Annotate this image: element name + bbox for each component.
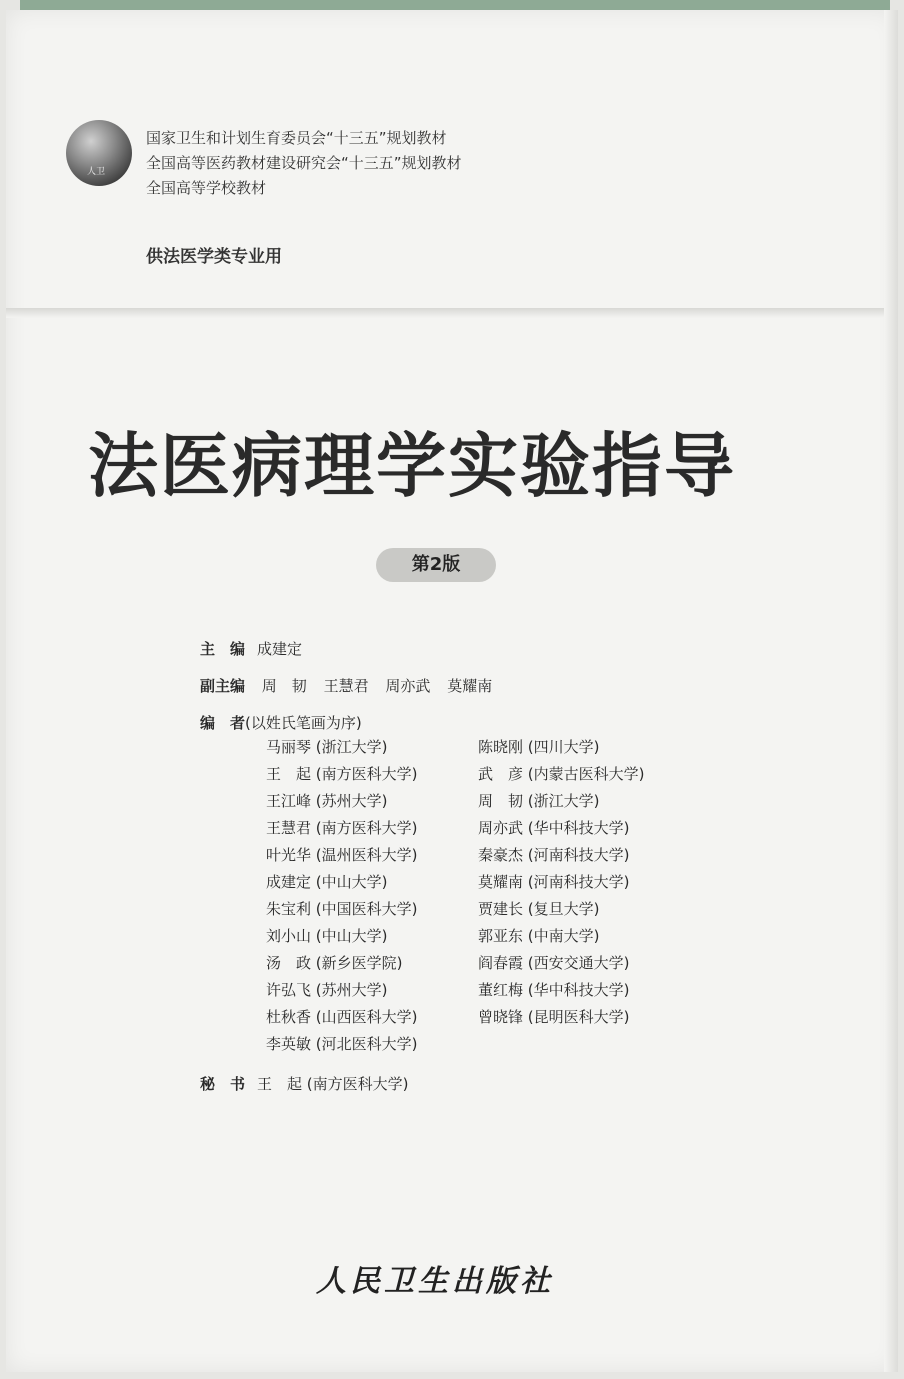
authors-label: 编 者 xyxy=(200,714,246,732)
audience-note: 供法医学类专业用 xyxy=(146,247,282,267)
page-fold xyxy=(6,308,898,318)
author-entry: 李英敏 (河北医科大学) xyxy=(266,1035,418,1053)
author-entry: 贾建长 (复旦大学) xyxy=(478,900,600,918)
author-entry: 成建定 (中山大学) xyxy=(266,873,388,891)
deputy-editor-name: 王慧君 xyxy=(323,677,369,695)
chief-editor-label: 主 编 xyxy=(200,640,246,658)
author-entry: 叶光华 (温州医科大学) xyxy=(266,846,418,864)
authors-note: (以姓氏笔画为序) xyxy=(245,714,362,732)
logo-text: 人卫 xyxy=(87,167,106,177)
publisher-logo-icon xyxy=(66,120,132,186)
chief-editor-name: 成建定 xyxy=(257,640,303,658)
secretary-row xyxy=(200,1073,409,1094)
secretary-name: 王 起 (南方医科大学) xyxy=(257,1075,409,1093)
publisher-name: 人民卫生出版社 xyxy=(316,1264,554,1299)
series-info xyxy=(146,126,462,201)
author-entry: 秦豪杰 (河南科技大学) xyxy=(478,846,630,864)
page-edge xyxy=(884,10,898,1372)
authors-left-column xyxy=(266,734,417,1058)
author-entry: 阎春霞 (西安交通大学) xyxy=(478,954,630,972)
series-line: 全国高等学校教材 xyxy=(146,179,267,197)
author-entry: 武 彦 (内蒙古医科大学) xyxy=(478,765,645,783)
authors-right-column xyxy=(478,734,644,1031)
author-entry: 许弘飞 (苏州大学) xyxy=(266,981,388,999)
edition-badge: 第2版 xyxy=(376,548,496,582)
author-entry: 刘小山 (中山大学) xyxy=(266,927,388,945)
book-title: 法医病理学实验指导 xyxy=(88,424,736,507)
author-entry: 曾晓锋 (昆明医科大学) xyxy=(478,1008,630,1026)
author-entry: 周亦武 (华中科技大学) xyxy=(478,819,630,837)
author-entry: 汤 政 (新乡医学院) xyxy=(266,954,403,972)
author-entry: 王江峰 (苏州大学) xyxy=(266,792,388,810)
authors-heading xyxy=(200,712,362,733)
deputy-editor-name: 周 韧 xyxy=(261,677,307,695)
author-entry: 周 韧 (浙江大学) xyxy=(478,792,600,810)
author-entry: 王 起 (南方医科大学) xyxy=(266,765,418,783)
chief-editor-row xyxy=(200,638,302,659)
author-entry: 郭亚东 (中南大学) xyxy=(478,927,600,945)
series-line: 国家卫生和计划生育委员会“十三五”规划教材 xyxy=(146,129,447,147)
deputy-editor-label: 副主编 xyxy=(200,677,246,695)
author-entry: 陈晓刚 (四川大学) xyxy=(478,738,600,756)
series-line: 全国高等医药教材建设研究会“十三五”规划教材 xyxy=(146,154,462,172)
secretary-label: 秘 书 xyxy=(200,1075,246,1093)
deputy-editor-name: 莫耀南 xyxy=(447,677,493,695)
author-entry: 杜秋香 (山西医科大学) xyxy=(266,1008,418,1026)
deputy-editor-name: 周亦武 xyxy=(385,677,431,695)
author-entry: 莫耀南 (河南科技大学) xyxy=(478,873,630,891)
author-entry: 董红梅 (华中科技大学) xyxy=(478,981,630,999)
author-entry: 马丽琴 (浙江大学) xyxy=(266,738,388,756)
author-entry: 朱宝利 (中国医科大学) xyxy=(266,900,418,918)
author-entry: 王慧君 (南方医科大学) xyxy=(266,819,418,837)
deputy-editor-row xyxy=(200,675,492,696)
